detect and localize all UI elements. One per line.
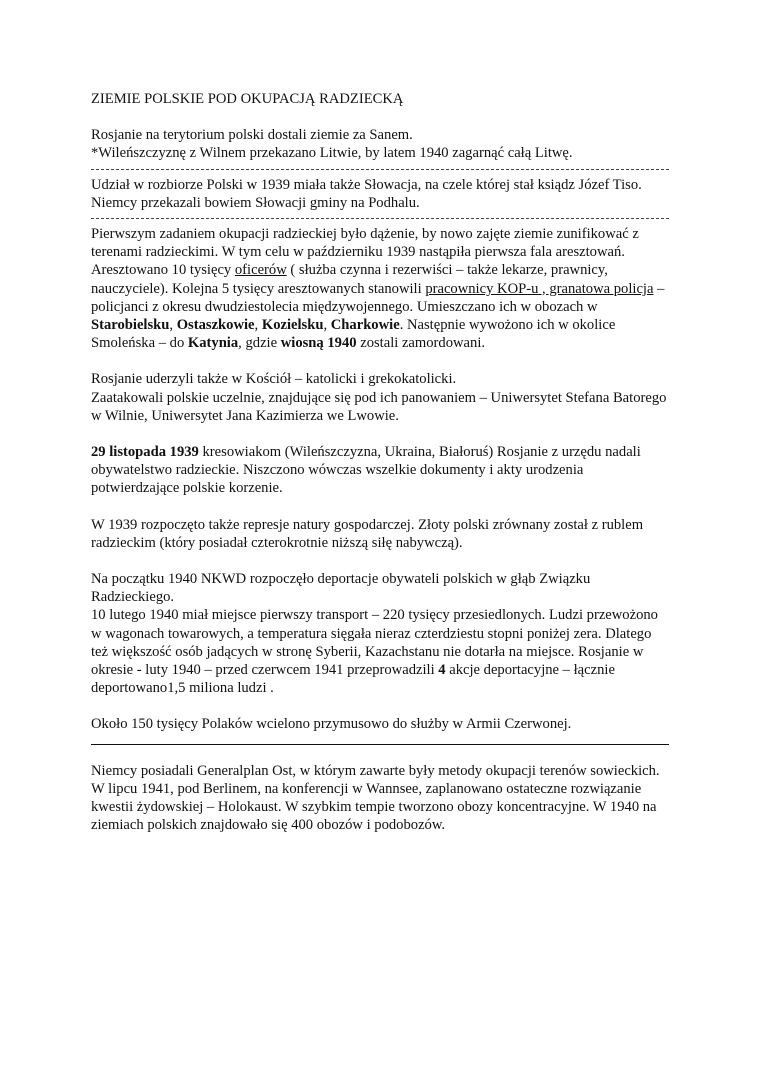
paragraph-san: Rosjanie na terytorium polski dostali ziemie za Sanem. bbox=[91, 127, 413, 144]
place-starobielsk: Starobielsku bbox=[91, 317, 170, 334]
place-katyn: Katynia bbox=[187, 335, 239, 352]
place-charkow: Charkowie bbox=[330, 317, 400, 334]
paragraph-red-army: Około 150 tysięcy Polaków wcielono przymusowo do służby w Armii Czerwonej. bbox=[91, 716, 572, 733]
solid-divider bbox=[91, 744, 669, 745]
paragraph-generalplan-ost: Niemcy posiadali Generalplan Ost, w którym zawarte były metody okupacji terenów sowieckich. bbox=[91, 762, 660, 779]
paragraph-nkvd: Na początku 1940 NKWD rozpoczęło deportacje obywateli polskich w głąb Związku Radzieckiego. bbox=[91, 571, 591, 606]
dashed-divider bbox=[91, 169, 669, 170]
paragraph-slovakia: Udział w rozbiorze Polski w 1939 miała także Słowacja, na czele której stał ksiądz Józef Tiso. Niemcy przekazali bowiem Słowacji gminy na Podhalu. bbox=[91, 176, 642, 211]
document-page bbox=[91, 90, 671, 835]
paragraph-citizenship: 29 listopada 1939 kresowiakom (Wileńszczyzna, Ukraina, Białoruś) Rosjanie z urzędu nadali obywatelstwo radzieckie. Niszczono wówczas wszelkie dokumenty i akty urodzenia potwierdzające polskie korzenie. bbox=[91, 444, 641, 497]
link-officers[interactable]: oficerów bbox=[234, 262, 287, 279]
date-29-nov-1939: 29 listopada 1939 bbox=[91, 444, 199, 461]
paragraph-deportations: 10 lutego 1940 miał miejsce pierwszy transport – 220 tysięcy przesiedlonych. Ludzi przewożono w wagonach towarowych, a temperatura sięgała nieraz czterdziestu stopni poniżej zera. Dlatego też większość osób jadących w stronę Syberii, Kazachstanu nie dotarła na miejsce. Rosjanie w okresie - luty 1940 – przed czerwcem 1941 przeprowadzili 4 akcje deportacyjne – łącznie deportowano1,5 miliona ludzi . bbox=[91, 607, 658, 697]
page-title: ZIEMIE POLSKIE POD OKUPACJĄ RADZIECKĄ bbox=[91, 91, 404, 107]
date-spring-1940: wiosną 1940 bbox=[280, 335, 357, 352]
paragraph-universities: Zaatakowali polskie uczelnie, znajdujące się pod ich panowaniem – Uniwersytet Stefana Batorego w Wilnie, Uniwersytet Jana Kazimierza we Lwowie. bbox=[91, 389, 667, 424]
paragraph-lithuania: *Wileńszczyznę z Wilnem przekazano Litwie, by latem 1940 zagarnąć całą Litwę. bbox=[91, 145, 573, 162]
paragraph-wannsee: W lipcu 1941, pod Berlinem, na konferencji w Wannsee, zaplanowano ostateczne rozwiązanie kwestii żydowskiej – Holokaust. W szybkim tempie tworzono obozy koncentracyjne. W 1940 na ziemiach polskich znajdowało się 400 obozów i podobozów. bbox=[91, 780, 657, 834]
deportation-count: 4 bbox=[438, 662, 446, 679]
place-ostaszkow: Ostaszkowie bbox=[176, 317, 255, 334]
paragraph-economy: W 1939 rozpoczęto także represje natury gospodarczej. Złoty polski zrównany został z rublem radzieckim (który posiadał czterokrotnie niższą siłę nabywczą). bbox=[91, 516, 644, 551]
paragraph-arrests: Pierwszym zadaniem okupacji radzieckiej było dążenie, by nowo zajęte ziemie zunifikować z terenami radzieckimi. W tym celu w październiku 1939 nastąpiła pierwsza fala aresztowań. Aresztowano 10 tysięcy oficerów ( służba czynna i rezerwiści – także lekarze, prawnicy, nauczyciele). Kolejna 5 tysięcy aresztowanych stanowili pracownicy KOP-u , granatowa policja – policjanci z okresu dwudziestolecia międzywojennego. Umieszczano ich w obozach w Starobielsku, Ostaszkowie, Kozielsku, Charkowie. Następnie wywożono ich w okolice Smoleńska – do Katynia, gdzie wiosną 1940 zostali zamordowani. bbox=[91, 226, 665, 352]
paragraph-church: Rosjanie uderzyli także w Kościół – katolicki i grekokatolicki. bbox=[91, 371, 457, 388]
link-kop-police[interactable]: pracownicy KOP-u , granatowa policja bbox=[425, 280, 654, 297]
dashed-divider bbox=[91, 218, 669, 219]
place-kozielsk: Kozielsku bbox=[261, 317, 324, 334]
